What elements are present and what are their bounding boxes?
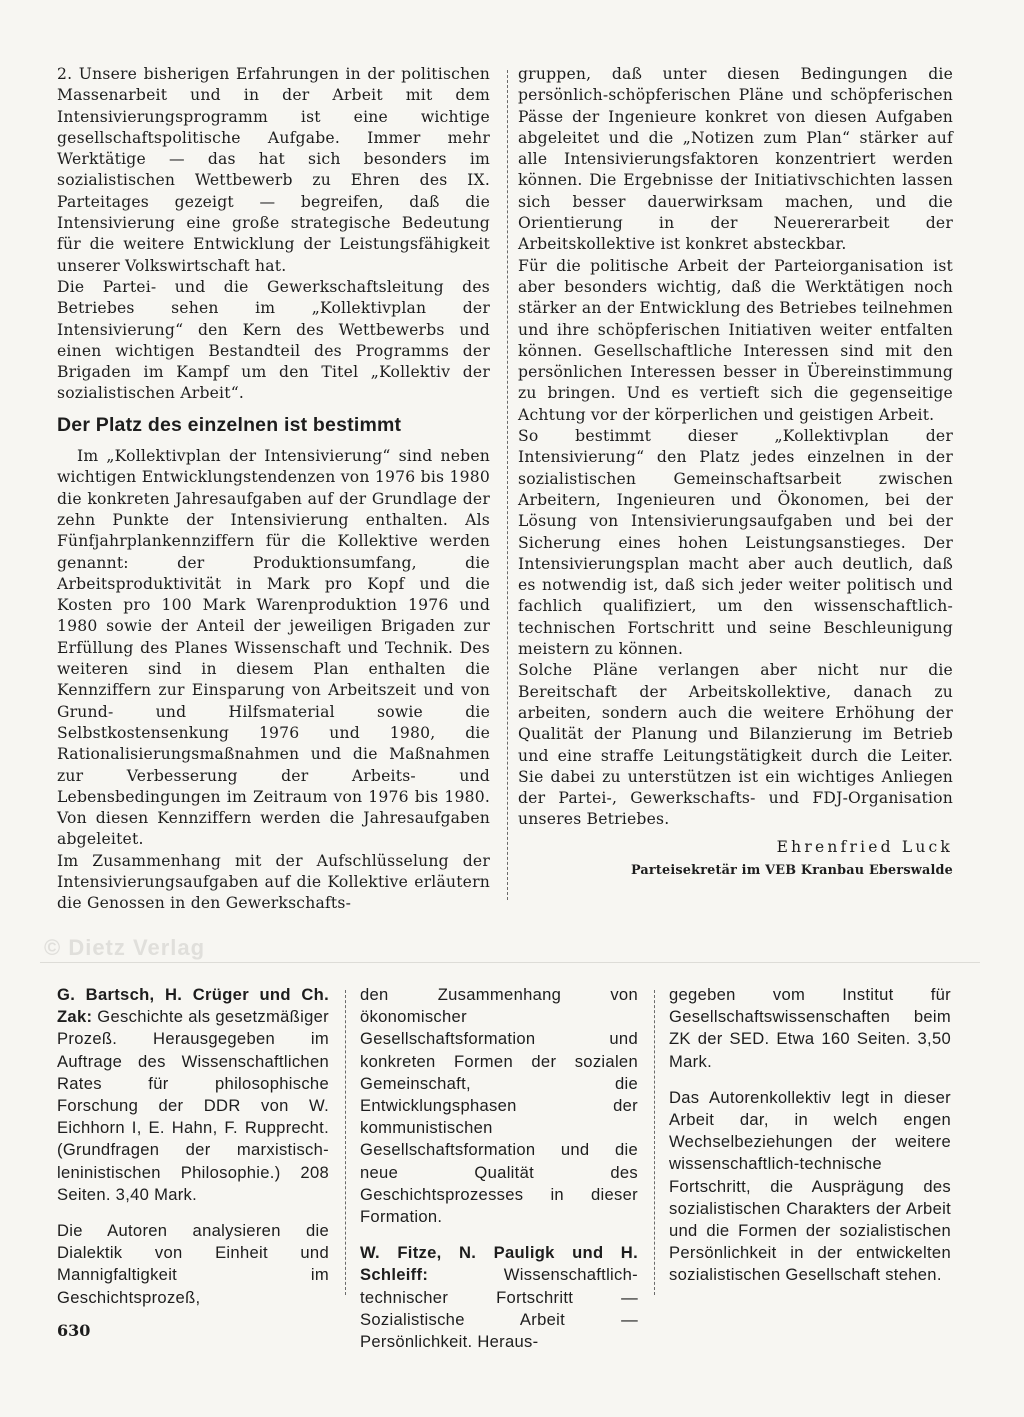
review-column-2 [360, 984, 638, 1367]
article-paragraph: Für die politische Arbeit der Parteiorganisation ist aber besonders wichtig, daß die Werktätigen noch stärker an der Entwicklung des Betriebes teilnehmen und ihre schöpferischen Initiativen weiter entfalten können. Gesellschaftliche Interessen sind mit den persönlichen Interessen besser in Übereinstimmung zu bringen. Und es vertieft sich die gegenseitige Achtung vor der körperlichen und geistigen Arbeit. [518, 256, 953, 424]
review-citation: Geschichte als gesetzmäßiger Prozeß. Herausgegeben im Auftrage des Wissenschaftlichen Rates für philosophische Forschung der DDR von W. Eichhorn I, E. Hahn, F. Rupprecht. (Grundfragen der marxistisch-leninistischen Philosophie.) 208 Seiten. 3,40 Mark. [57, 1007, 329, 1204]
article-right-column [518, 64, 953, 881]
author-name: Ehrenfried Luck [776, 837, 953, 856]
review-description: den Zusammenhang von ökonomischer Gesellschaftsformation und konkreten Formen der sozialen Gemeinschaft, die Entwicklungsphasen der kommunistischen Gesellschaftsformation und die neue Qualität des Geschichtsprozesses in dieser Formation. [360, 985, 638, 1227]
review-entry [360, 1242, 638, 1353]
review-description: Die Autoren analysieren die Dialektik von Einheit und Mannigfaltigkeit im Geschichtsprozeß, [57, 1221, 329, 1307]
article-paragraph: Die Partei- und die Gewerkschaftsleitung des Betriebes sehen im „Kollektivplan der Intensivierung“ den Kern des Wettbewerbs und einen wichtigen Bestandteil des Programms der Brigaden im Kampf um den Titel „Kollektiv der sozialistischen Arbeit“. [57, 277, 490, 403]
article-paragraph: Im „Kollektivplan der Intensivierung“ sind neben wichtigen Entwicklungstendenzen von 1976 bis 1980 die konkreten Jahresaufgaben auf der Grundlage der zehn Punkte der Intensivierung enthalten. Als Fünfjahrplankennziffern für die Kollektive werden genannt: der Produktionsumfang, die Arbeitsproduktivität in Mark pro Kopf und die Kosten pro 100 Mark Warenproduktion 1976 und 1980 sowie der Anteil der jeweiligen Brigaden zur Erfüllung des Planes Wissenschaft und Technik. Des weiteren sind in diesem Plan enthalten die Kennziffern zur Einsparung von Arbeitszeit und von Grund- und Hilfsmaterial sowie die Selbstkostensenkung 1976 und 1980, die Rationalisierungsmaßnahmen und die Maßnahmen zur Verbesserung der Arbeits- und Lebensbedingungen im Zeitraum von 1976 bis 1980. Von diesen Kennziffern werden die Jahresaufgaben abgeleitet. [57, 447, 490, 849]
publisher-watermark: © Dietz Verlag [44, 935, 206, 960]
review-column-1 [57, 984, 329, 1323]
column-divider [654, 990, 655, 1295]
column-divider [507, 70, 508, 900]
review-entry [57, 984, 329, 1206]
article-paragraph: Solche Pläne verlangen aber nicht nur die Bereitschaft der Arbeitskollektive, danach zu arbeiten, sondern auch die weitere Erhöhung der Qualität der Planung und Bilanzierung im Betrieb und eine straffe Leitungstätigkeit durch die Leiter. Sie dabei zu unterstützen ist ein wichtiges Anliegen der Partei-, Gewerkschafts- und FDJ-Organisation unseres Betriebes. [518, 661, 953, 829]
section-heading: Der Platz des einzelnen ist bestimmt [57, 413, 402, 436]
review-authors: W. Fitze, N. Pauligk und H. Schleiff: [360, 1243, 638, 1285]
article-paragraph: gruppen, daß unter diesen Bedingungen die persönlich-schöpferischen Pläne und schöpferischen Pässe der Ingenieure konkret von diesen Aufgaben abgeleitet und die „Notizen zum Plan“ stärker auf alle Intensivierungsfaktoren konzentriert werden können. Die Ergebnisse der Initiativschichten lassen sich besser dauerwirksam machen, und die Orientierung in der Neuererarbeit der Arbeitskollektive ist konkret absteckbar. [518, 65, 953, 254]
review-description: Das Autorenkollektiv legt in dieser Arbeit dar, in welch engen Wechselbeziehungen der weitere wissenschaftlich-technische Fortschritt, die Ausprägung des sozialistischen Charakters der Arbeit und die Formen der sozialistischen Persönlichkeit in der entwickelten sozialistischen Gesellschaft stehen. [669, 1087, 951, 1285]
section-divider [40, 962, 980, 963]
review-authors: G. Bartsch, H. Crüger und Ch. Zak: [57, 985, 329, 1027]
review-citation: Wissenschaftlich-technischer Fortschritt — Sozialistische Arbeit — Persönlichkeit. Heraus- [360, 1265, 638, 1352]
article-paragraph: 2. Unsere bisherigen Erfahrungen in der politischen Massenarbeit und in der Arbeit mit dem Intensivierungsprogramm ist eine wichtige gesellschaftspolitische Aufgabe. Immer mehr Werktätige — das hat sich besonders im sozialistischen Wettbewerb zu Ehren des IX. Parteitages gezeigt — begreifen, daß die Intensivierung eine große strategische Bedeutung für die weitere Entwicklung der Leistungsfähigkeit unserer Volkswirtschaft hat. [57, 65, 490, 275]
column-divider [345, 990, 346, 1295]
page-number: 630 [57, 1321, 91, 1340]
article-paragraph: So bestimmt dieser „Kollektivplan der Intensivierung“ den Platz jedes einzelnen in der sozialistischen Gemeinschaftsarbeit zwischen Arbeitern, Ingenieuren und Ökonomen, bei der Lösung von Intensivierungsaufgaben und bei der Sicherung eines hohen Leistungsanstieges. Der Intensivierungsplan macht aber auch deutlich, daß es notwendig ist, daß sich jeder weiter politisch und fachlich qualifiziert, um den wissenschaftlich-technischen Fortschritt und seine Beschleunigung meistern zu können. [518, 427, 953, 659]
author-role: Parteisekretär im VEB Kranbau Eberswalde [630, 862, 953, 878]
article-paragraph: Im Zusammenhang mit der Aufschlüsselung der Intensivierungsaufgaben auf die Kollektive erläutern die Genossen in den Gewerkschafts- [57, 851, 490, 913]
review-column-3 [669, 984, 951, 1301]
review-citation: gegeben vom Institut für Gesellschaftswissenschaften beim ZK der SED. Etwa 160 Seiten. 3,50 Mark. [669, 985, 951, 1071]
article-left-column [57, 64, 490, 915]
